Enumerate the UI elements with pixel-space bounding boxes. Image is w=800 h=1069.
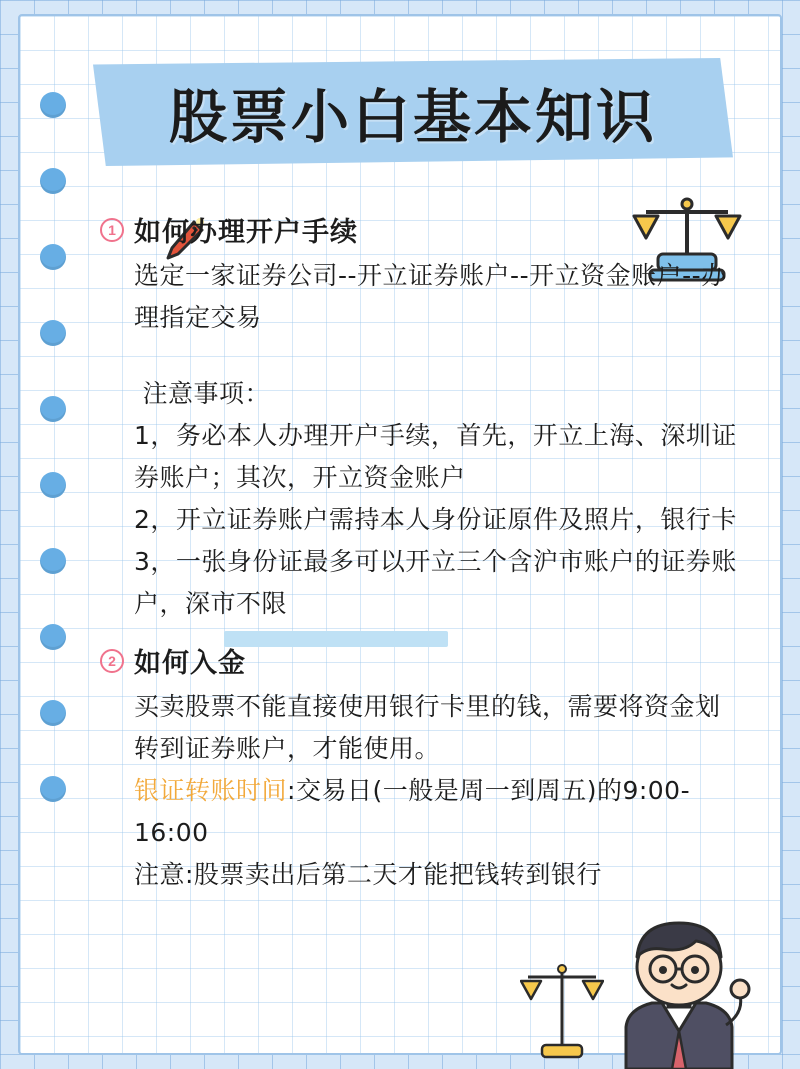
section-1-note-label: 注意事项： — [134, 379, 270, 408]
section-title: 如何办理开户手续 — [134, 217, 358, 248]
section-2-paragraph-1 — [134, 686, 740, 770]
section-2-paragraph-2 — [134, 770, 740, 854]
section-heading-1 — [100, 210, 740, 249]
section-number-badge: 2 — [100, 649, 124, 673]
punch-hole — [40, 168, 66, 194]
punch-hole — [40, 548, 66, 574]
transfer-time-value: :交易日(一般是周一到周五)的9:00-16:00 — [134, 776, 691, 847]
transfer-time-label: 银证转账时间 — [134, 776, 288, 805]
section-heading-2 — [100, 641, 740, 680]
note-content — [100, 210, 740, 896]
punch-hole — [40, 320, 66, 346]
section-number-badge: 1 — [100, 218, 124, 242]
punch-hole — [40, 244, 66, 270]
page-title — [93, 58, 733, 166]
section-title: 如何入金 — [134, 648, 246, 679]
section-2-paragraph-3: 注意:股票卖出后第二天才能把钱转到银行 — [134, 860, 602, 889]
punch-hole — [40, 624, 66, 650]
section-1-note-3: 3，一张身份证最多可以开立三个含沪市账户的证券账户，深市不限 — [134, 547, 737, 618]
punch-hole — [40, 472, 66, 498]
section-1-note-2: 2，开立证券账户需持本人身份证原件及照片，银行卡 — [134, 505, 737, 534]
section-2-text: 买卖股票不能直接使用银行卡里的钱，需要将资金划转到证券账户，才能使用。 — [134, 692, 721, 763]
punch-holes — [40, 92, 76, 992]
title-text: 股票小白基本知识 — [168, 83, 657, 151]
punch-hole — [40, 92, 66, 118]
businessman-character — [584, 909, 774, 1069]
punch-hole — [40, 396, 66, 422]
section-1-paragraph-1: 选定一家证券公司--开立证券账户--开立资金账户--办理指定交易 — [134, 261, 727, 332]
punch-hole — [40, 700, 66, 726]
punch-hole — [40, 776, 66, 802]
section-1-note-1: 1，务必本人办理开户手续，首先，开立上海、深圳证券账户；其次，开立资金账户 — [134, 421, 737, 492]
